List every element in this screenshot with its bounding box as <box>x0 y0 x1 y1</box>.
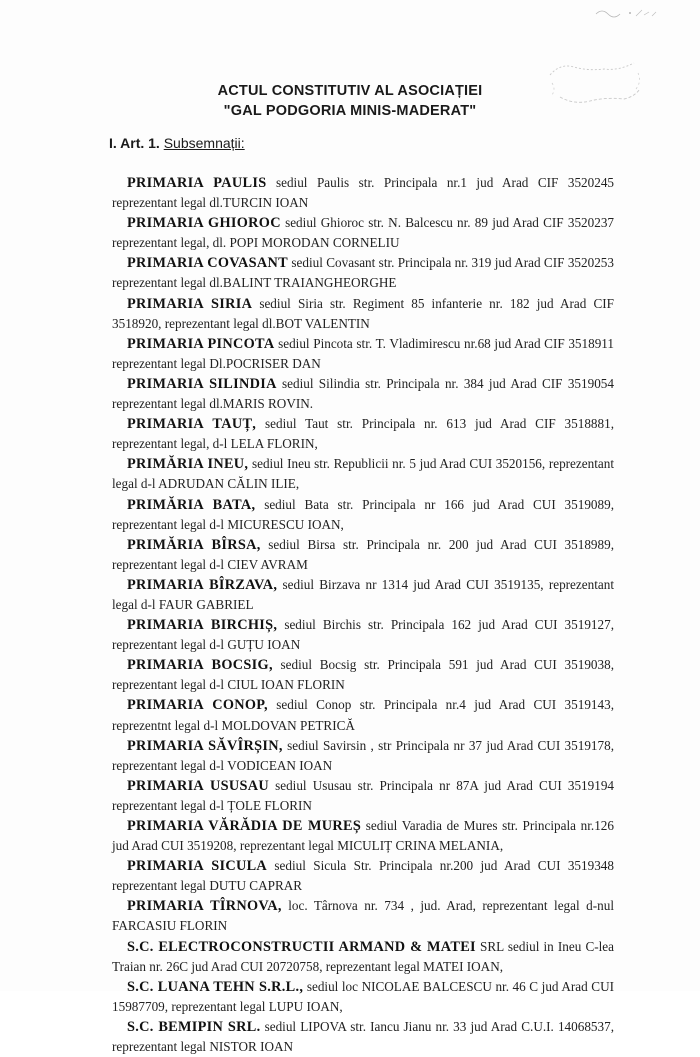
list-item <box>112 495 614 535</box>
list-item <box>112 213 614 253</box>
entity-details: sediul Varadia de Mures str. Principala nr.126 jud Arad CUI 3519208, reprezentant legal MICULIȚ CRINA MELANIA, <box>112 818 614 854</box>
list-item <box>112 414 614 454</box>
list-item <box>112 736 614 776</box>
list-item <box>112 294 614 334</box>
entity-name: S.C. ELECTROCONSTRUCTII ARMAND & MATEI <box>127 938 476 955</box>
list-item <box>112 173 614 213</box>
list-item <box>112 535 614 575</box>
list-item <box>112 253 614 293</box>
entity-details: SRL sediul in Ineu C-lea Traian nr. 26C jud Arad CUI 20720758, reprezentant legal MATEI IOAN, <box>112 938 615 974</box>
list-item <box>112 655 614 695</box>
list-item <box>112 1017 614 1057</box>
entity-details: sediul Ususau str. Principala nr 87A jud Arad CUI 3519194 reprezentant legal d-l ȚOLE FLORIN <box>112 777 615 813</box>
entity-name: PRIMARIA PAULIS <box>127 175 267 191</box>
list-item <box>112 856 614 896</box>
entity-name: PRIMARIA SILINDIA <box>127 375 277 392</box>
list-item <box>112 816 614 856</box>
list-item <box>112 896 614 936</box>
entity-details: sediul Sicula Str. Principala nr.200 jud Arad CUI 3519348 reprezentant legal DUTU CAPRAR <box>112 858 614 894</box>
entity-details: sediul Birsa str. Principala nr. 200 jud Arad CUI 3518989, reprezentant legal d-l CIEV AVRAM <box>112 536 614 572</box>
entity-details: sediul Covasant str. Principala nr. 319 jud Arad CIF 3520253 reprezentant legal dl.BALINT TRAIANGHEORGHE <box>112 255 614 291</box>
signatories-list <box>112 173 614 1057</box>
entity-name: PRIMARIA USUSAU <box>127 777 269 794</box>
entity-name: PRIMĂRIA INEU, <box>127 456 249 473</box>
list-item <box>112 374 614 414</box>
entity-name: PRIMARIA GHIOROC <box>127 215 281 232</box>
entity-details: sediul Savirsin , str Principala nr 37 jud Arad CUI 3519178, reprezentant legal d-l VODICEAN IOAN <box>112 737 615 773</box>
entity-details: sediul Birzava nr 1314 jud Arad CUI 3519135, reprezentant legal d-l FAUR GABRIEL <box>112 576 614 612</box>
entity-name: PRIMARIA SĂVÎRȘIN, <box>127 737 283 754</box>
list-item <box>112 575 614 615</box>
list-item <box>112 937 614 977</box>
entity-details: sediul Paulis str. Principala nr.1 jud Arad CIF 3520245 reprezentant legal dl.TURCIN IOAN <box>112 175 615 211</box>
entity-name: PRIMARIA PINCOTA <box>127 335 275 352</box>
entity-details: sediul Pincota str. T. Vladimirescu nr.68 jud Arad CIF 3518911 reprezentant legal Dl.POCRISER DAN <box>112 335 614 371</box>
entity-details: sediul Conop str. Principala nr.4 jud Arad CUI 3519143, reprezentnt legal d-l MOLDOVAN PETRICĂ <box>112 697 614 733</box>
list-item <box>112 695 614 735</box>
document-title-line1: ACTUL CONSTITUTIV AL ASOCIAȚIEI <box>217 83 483 99</box>
entity-details: loc. Târnova nr. 734 , jud. Arad, reprezentant legal d-nul FARCASIU FLORIN <box>112 898 614 934</box>
entity-details: sediul Ghioroc str. N. Balcescu nr. 89 jud Arad CIF 3520237 reprezentant legal, dl. POPI MORODAN CORNELIU <box>112 215 615 251</box>
entity-details: sediul Bata str. Principala nr 166 jud Arad CUI 3519089, reprezentant legal d-l MICURESCU IOAN, <box>112 496 615 532</box>
entity-details: sediul loc NICOLAE BALCESCU nr. 46 C jud Arad CUI 15987709, reprezentant legal LUPU IOAN, <box>112 978 614 1014</box>
entity-name: S.C. LUANA TEHN S.R.L., <box>127 978 304 995</box>
entity-name: PRIMARIA BIRCHIȘ, <box>127 617 278 634</box>
entity-name: PRIMARIA SICULA <box>127 858 268 875</box>
entity-name: PRIMARIA BÎRZAVA, <box>127 576 278 593</box>
list-item <box>112 454 614 494</box>
entity-name: PRIMARIA SIRIA <box>127 295 253 312</box>
scan-artifact-mark <box>592 4 662 22</box>
entity-name: PRIMARIA VĂRĂDIA DE MUREȘ <box>127 818 362 834</box>
entity-details: sediul Siria str. Regiment 85 infanterie nr. 182 jud Arad CIF 3518920, reprezentant legal dl.BOT VALENTIN <box>112 295 614 331</box>
entity-name: PRIMĂRIA BÎRSA, <box>127 536 261 553</box>
entity-details: sediul Bocsig str. Principala 591 jud Arad CUI 3519038, reprezentant legal d-l CIUL IOAN FLORIN <box>112 657 614 693</box>
entity-details: sediul Birchis str. Principala 162 jud Arad CUI 3519127, reprezentant legal d-l GUȚU IOAN <box>112 617 615 653</box>
entity-details: sediul Silindia str. Principala nr. 384 jud Arad CIF 3519054 reprezentant legal dl.MARIS ROVIN. <box>112 375 614 412</box>
entity-name: PRIMARIA CONOP, <box>127 697 268 714</box>
list-item <box>112 334 614 374</box>
document-title-line2: "GAL PODGORIA MINIS-MADERAT" <box>223 103 477 119</box>
section-heading <box>109 135 245 151</box>
entity-name: PRIMARIA BOCSIG, <box>127 657 273 674</box>
entity-name: PRIMARIA TAUȚ, <box>127 416 257 433</box>
section-number: I. Art. 1. <box>109 135 160 151</box>
entity-name: S.C. BEMIPIN SRL. <box>127 1018 261 1035</box>
list-item <box>112 977 614 1017</box>
section-label: Subsemnații: <box>163 135 245 151</box>
entity-name: PRIMĂRIA BATA, <box>127 496 256 513</box>
list-item <box>112 615 614 655</box>
list-item <box>112 776 614 816</box>
entity-details: sediul Taut str. Principala nr. 613 jud Arad CIF 3518881, reprezentant legal, d-l LELA FLORIN, <box>112 416 614 452</box>
entity-name: PRIMARIA TÎRNOVA, <box>127 898 282 915</box>
entity-details: sediul LIPOVA str. Iancu Jianu nr. 33 jud Arad C.U.I. 14068537, reprezentant legal NISTOR IOAN <box>112 1018 614 1055</box>
entity-details: sediul Ineu str. Republicii nr. 5 jud Arad CUI 3520156, reprezentant legal d-l ADRUDAN CĂLIN ILIE, <box>112 456 614 492</box>
entity-name: PRIMARIA COVASANT <box>127 255 288 272</box>
